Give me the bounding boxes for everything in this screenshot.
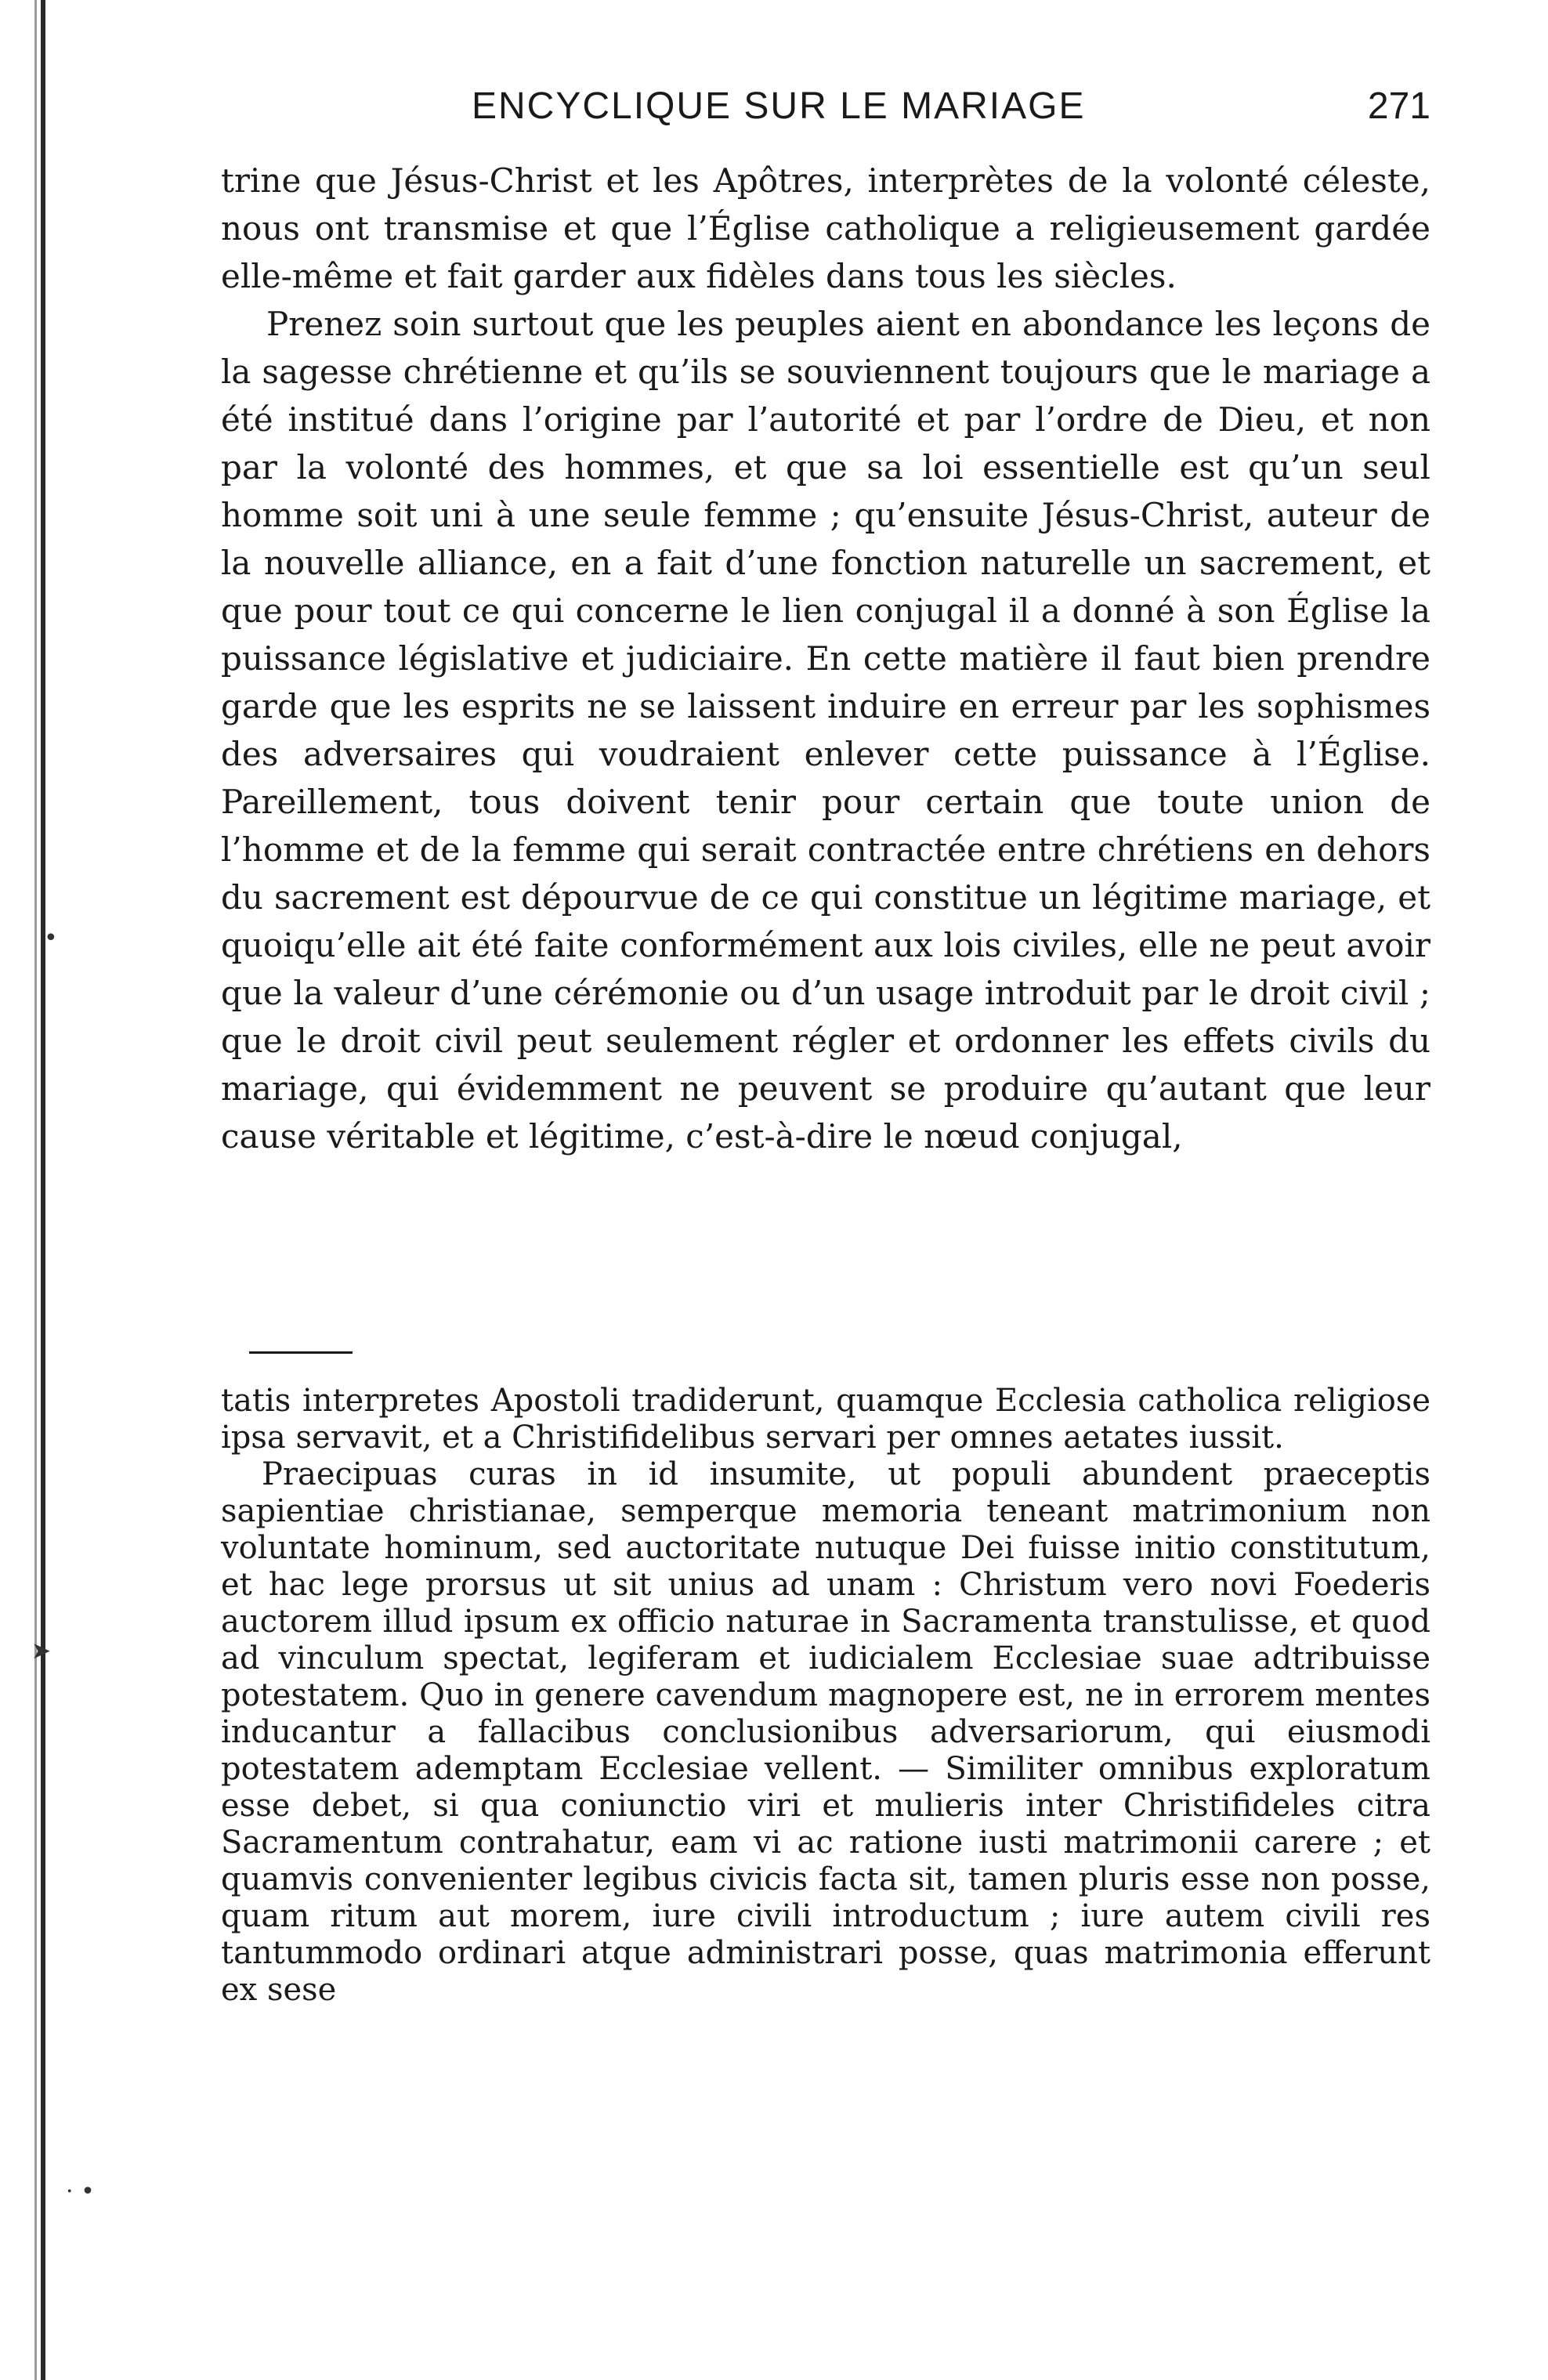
binding-edge-shadow [34,0,37,2380]
main-paragraph-1: trine que Jésus-Christ et les Apôtres, interprètes de la volonté céleste, nous ont transmise et que l’Église catholique a religieusement gardée elle-même et fait garder aux fidèles dans tous les siècles. [221,161,1430,295]
footnote-latin-text [221,1383,1430,2009]
binding-edge [41,0,45,2380]
running-title: ENCYCLIQUE SUR LE MARIAGE [472,85,1086,127]
page-header [221,85,1430,139]
margin-mark: • [44,924,58,952]
main-text-body [221,157,1430,1160]
main-paragraph-2: Prenez soin surtout que les peuples aient en abondance les leçons de la sagesse chrétienne et qu’ils se souviennent toujours que le mariage a été institué dans l’origine par l’autorité et par l’ordre de Dieu, et non par la volonté des hommes, et que sa loi essentielle est qu’un seul homme soit uni à une seule femme ; qu’ensuite Jésus-Christ, auteur de la nouvelle alliance, en a fait d’une fonction naturelle un sacrement, et que pour tout ce qui concerne le lien conjugal il a donné à son Église la puissance législative et judiciaire. En cette matière il faut bien prendre garde que les esprits ne se laissent induire en erreur par les sophismes des adversaires qui voudraient enlever cette puissance à l’Église. Pareillement, tous doivent tenir pour certain que toute union de l’homme et de la femme qui serait contractée entre chrétiens en dehors du sacrement est dépourvue de ce qui constitue un légitime mariage, et quoiqu’elle ait été faite conformément aux lois civiles, elle ne peut avoir que la valeur d’une cérémonie ou d’un usage introduit par le droit civil ; que le droit civil peut seulement régler et ordonner les effets civils du mariage, qui évidemment ne peuvent se produire qu’autant que leur cause véritable et légitime, c’est-à-dire le nœud conjugal, [221,305,1430,1156]
footnote-paragraph-2: Praecipuas curas in id insumite, ut populi abundent praeceptis sapientiae christianae, semperque memoria teneant matrimonium non voluntate hominum, sed auctoritate nutuque Dei fuisse initio constitutum, et hac lege prorsus ut sit unius ad unam : Christum vero novi Foederis auctorem illud ipsum ex officio naturae in Sacramenta transtulisse, et quod ad vinculum spectat, legiferam et iudicialem Ecclesiae suae adtribuisse potestatem. Quo in genere cavendum magnopere est, ne in errorem mentes inducantur a fallacibus conclusionibus adversariorum, qui eiusmodi potestatem ademptam Ecclesiae vellent. — Similiter omnibus exploratum esse debet, si qua coniunctio viri et mulieris inter Christifideles citra Sacramentum contrahatur, eam vi ac ratione iusti matrimonii carere ; et quamvis convenienter legibus civicis facta sit, tamen pluris esse non posse, quam ritum aut morem, iure civili introductum ; iure autem civili res tantummodo ordinari atque administrari posse, quas matrimonia efferunt ex sese [221,1456,1430,2008]
margin-arrow-mark: ➤ [31,1637,52,1665]
page-number: 271 [1367,85,1430,127]
footnote-separator [249,1351,353,1354]
margin-dot-mark: · • [66,2178,95,2205]
footnote-paragraph-1: tatis interpretes Apostoli tradiderunt, quamque Ecclesia catholica religiose ipsa servavit, et a Christifidelibus servari per omnes aetates iussit. [221,1383,1430,1456]
